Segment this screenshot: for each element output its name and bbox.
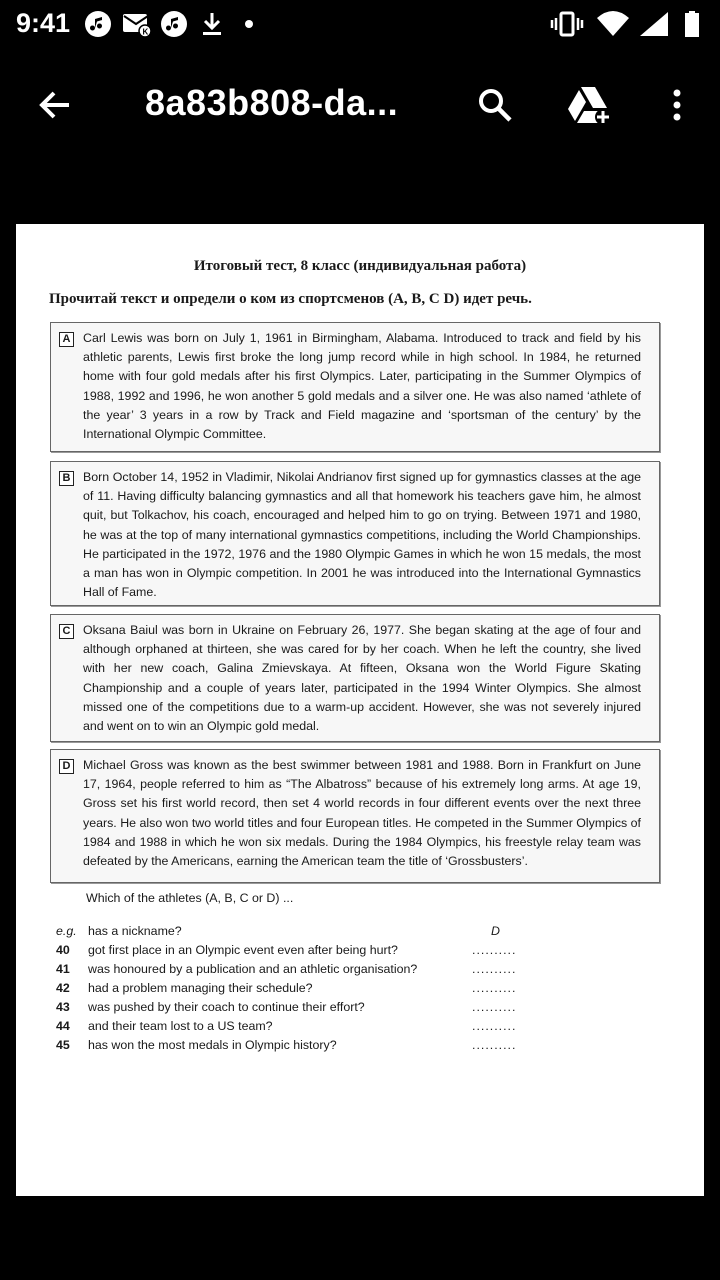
question-row: [56, 981, 676, 1000]
battery-icon: [684, 10, 700, 38]
passage-a: [50, 322, 660, 452]
dot-icon: [243, 10, 255, 38]
passage-letter: C: [59, 624, 74, 639]
question-text: has won the most medals in Olympic history?: [88, 1038, 337, 1052]
question-row: [56, 1000, 676, 1019]
passage-d: [50, 749, 660, 883]
passage-c: [50, 614, 660, 742]
test-instruction: Прочитай текст и определи о ком из спортсменов (A, B, C D) идет речь.: [49, 291, 532, 307]
passage-text: Born October 14, 1952 in Vladimir, Nikolai Andrianov first signed up for gymnastics classes at the age of 11. Having difficulty balancing gymnastics and all that homework his teachers gave him, he almost quit, but Tolkachov, his coach, encouraged and helped him to go on trying. Between 1971 and 1980, he was at the top of many international gymnastics competitions, including the World Championships. He participated in the 1972, 1976 and the 1980 Olympic Games in which he won 15 medals, the most a man has won in Olympic competition. In 2001 he was introduced into the International Gymnastics Hall of Fame.: [83, 470, 641, 600]
question-number: 42: [56, 981, 70, 995]
question-answer: ..........: [472, 1019, 517, 1033]
question-row: [56, 1038, 676, 1057]
passage-letter: A: [59, 332, 74, 347]
question-answer: ..........: [472, 1000, 517, 1014]
document-page[interactable]: [16, 224, 704, 1196]
question-answer: ..........: [472, 981, 517, 995]
question-row: [56, 943, 676, 962]
question-text: was honoured by a publication and an athletic organisation?: [88, 962, 418, 976]
question-number: 41: [56, 962, 70, 976]
arrow-back-icon: [35, 85, 75, 125]
passage-text: Michael Gross was known as the best swimmer between 1981 and 1988. Born in Frankfurt on June 17, 1964, people referred to him as “The Albatross” because of his extremely long arms. At age 19, Gross set his first world record, then set 4 world records in four different events over the next three years. He also won two world titles and four European titles. He competed in the Summer Olympics of 1984 and 1988 in which he won six medals. During the 1984 Olympics, his freestyle relay team was defeated by the Americans, earning the American team the title of ‘Grossbusters’.: [83, 758, 641, 869]
signal-icon: [638, 10, 670, 38]
search-icon: [475, 85, 515, 125]
question-number: 40: [56, 943, 70, 957]
question-row: [56, 924, 676, 943]
question-row: [56, 962, 676, 981]
music-icon: [160, 10, 188, 38]
back-button[interactable]: [30, 80, 80, 130]
question-list: [56, 924, 676, 1057]
app-bar: [0, 60, 720, 150]
question-text: had a problem managing their schedule?: [88, 981, 313, 995]
question-number: 43: [56, 1000, 70, 1014]
question-number: e.g.: [56, 924, 77, 938]
question-text: has a nickname?: [88, 924, 182, 938]
svg-text:K: K: [142, 27, 149, 37]
passage-text: Oksana Baiul was born in Ukraine on February 26, 1977. She began skating at the age of four and although orphaned at thirteen, she was cared for by her coach. When he left the country, she lived with her new coach, Galina Zmievskaya. At fifteen, Oksana won the World Figure Skating Championship and a couple of years later, participated in the 1994 Winter Olympics. She almost missed one of the competitions due to a warm-up accident. However, she was not severely injured and went on to win an Olympic gold medal.: [83, 623, 641, 734]
more-options-button[interactable]: [652, 80, 702, 130]
question-intro: Which of the athletes (A, B, C or D) ...: [86, 891, 294, 905]
drive-add-icon: [567, 84, 613, 126]
question-row: [56, 1019, 676, 1038]
question-number: 44: [56, 1019, 70, 1033]
question-text: got first place in an Olympic event even after being hurt?: [88, 943, 398, 957]
question-answer: ..........: [472, 943, 517, 957]
question-answer: ..........: [472, 962, 517, 976]
add-to-drive-button[interactable]: [565, 80, 615, 130]
status-time: 9:41: [16, 8, 71, 38]
question-answer: D: [491, 924, 501, 938]
more-vert-icon: [670, 85, 684, 125]
question-text: was pushed by their coach to continue their effort?: [88, 1000, 365, 1014]
question-number: 45: [56, 1038, 70, 1052]
status-bar: [0, 0, 720, 50]
mail-icon: [122, 10, 152, 38]
question-answer: ..........: [472, 1038, 517, 1052]
passage-text: Carl Lewis was born on July 1, 1961 in Birmingham, Alabama. Introduced to track and field by his athletic parents, Lewis first broke the long jump record while in high school. In 1984, he returned home with four gold medals after his first Olympics. Later, participating in the Summer Olympics of 1988, 1992 and 1996, he won another 5 gold medals and a silver one. He was also named ‘athlete of the year’ 3 years in a row by Track and Field magazine and ‘sportsman of the century’ by the International Olympic Committee.: [83, 331, 641, 442]
test-title: Итоговый тест, 8 класс (индивидуальная работа): [193, 258, 527, 274]
passage-letter: D: [59, 759, 74, 774]
search-button[interactable]: [470, 80, 520, 130]
wifi-icon: [596, 10, 630, 38]
document-title: 8a83b808-da...: [145, 82, 399, 123]
music-icon: [84, 10, 112, 38]
passage-b: [50, 461, 660, 606]
vibrate-icon: [550, 10, 584, 38]
passage-letter: B: [59, 471, 74, 486]
download-icon: [200, 10, 224, 38]
question-text: and their team lost to a US team?: [88, 1019, 273, 1033]
